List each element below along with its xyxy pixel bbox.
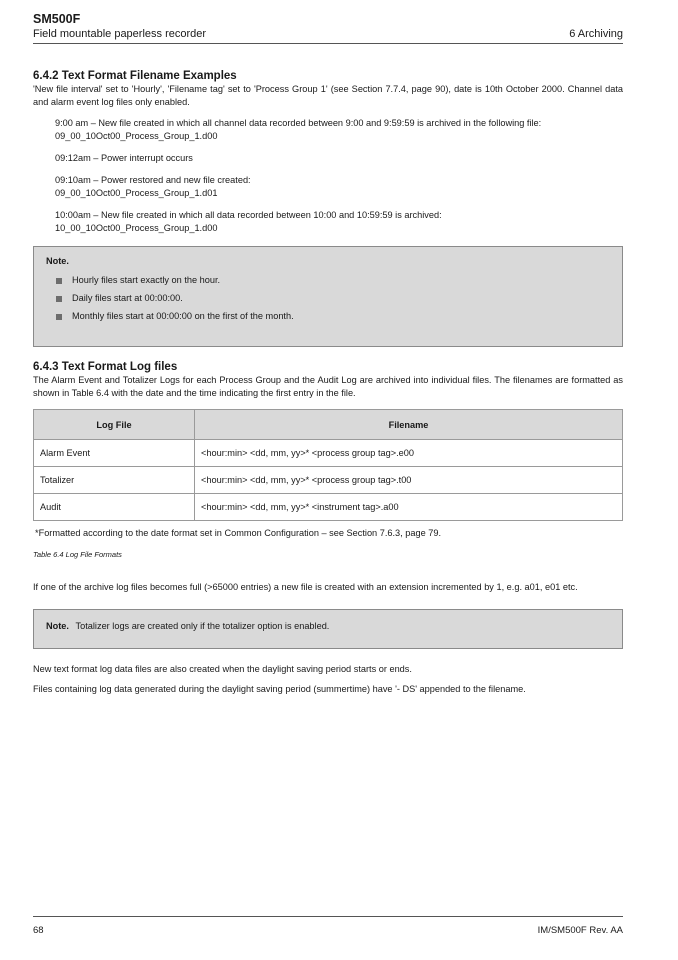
section-6-4-2 (33, 69, 623, 235)
note-text: Totalizer logs are created only if the totalizer option is enabled. (75, 621, 330, 631)
table-row (34, 467, 623, 494)
section-intro: 'New file interval' set to 'Hourly', 'Filename tag' set to 'Process Group 1' (see Section 7.7.4, page 90), date is 10th October 2000. Channel data and alarm event log files only enabled. (33, 84, 623, 107)
filename-cell: <hour:min> <dd, mm, yy>* <instrument tag>.a00 (195, 494, 623, 521)
log-file-cell: Alarm Event (34, 440, 195, 467)
table-footnote: *Formatted according to the date format set in Common Configuration – see Section 7.6.3, page 79. (35, 528, 442, 538)
event-text: 09:10am – Power restored and new file created: (55, 175, 251, 185)
document-reference: IM/SM500F Rev. AA (537, 925, 623, 936)
page-number: 68 (33, 925, 44, 936)
note-title: Note. (46, 256, 69, 266)
log-file-cell: Audit (34, 494, 195, 521)
daylight-paragraph: New text format log data files are also created when the daylight saving period starts or ends. (33, 664, 412, 674)
bullet-icon (56, 278, 62, 284)
chapter-title: 6 Archiving (569, 28, 623, 40)
section-heading: 6.4.2 Text Format Filename Examples (33, 70, 237, 82)
section-heading: 6.4.3 Text Format Log files (33, 361, 178, 373)
event-text: 09:12am – Power interrupt occurs (55, 153, 193, 163)
note-bullets (46, 274, 610, 323)
column-header: Filename (195, 410, 623, 440)
event-filename: 10_00_10Oct00_Process_Group_1.d00 (55, 223, 218, 233)
product-name: SM500F (33, 12, 81, 26)
note-bullet: Daily files start at 00:00:00. (56, 292, 610, 305)
section-intro: The Alarm Event and Totalizer Logs for each Process Group and the Audit Log are archived into individual files. The filenames are formatted as shown in Table 6.4 with the date and the time indicating the first entry in the file. (33, 375, 623, 398)
note-box (33, 246, 623, 347)
bullet-icon (56, 296, 62, 302)
note-box (33, 609, 623, 649)
event-filename: 09_00_10Oct00_Process_Group_1.d01 (55, 188, 218, 198)
table-caption: Table 6.4 Log File Formats (33, 550, 122, 559)
table-header-row (34, 410, 623, 440)
filename-cell: <hour:min> <dd, mm, yy>* <process group tag>.t00 (195, 467, 623, 494)
footer-rule (33, 916, 623, 917)
event-filename: 09_00_10Oct00_Process_Group_1.d00 (55, 131, 218, 141)
header-rule (33, 43, 623, 44)
page-header (33, 12, 623, 44)
note-title: Note. (46, 621, 69, 631)
log-file-table (33, 409, 623, 521)
page-footer (33, 914, 623, 936)
event-text: 9:00 am – New file created in which all channel data recorded between 9:00 and 9:59:59 is archived in the following file: (55, 118, 542, 128)
log-file-cell: Totalizer (34, 467, 195, 494)
note-bullet: Monthly files start at 00:00:00 on the first of the month. (56, 310, 610, 323)
archive-full-paragraph: If one of the archive log files becomes full (>65000 entries) a new file is created with an extension incremented by 1, e.g. a01, e01 etc. (33, 582, 578, 592)
column-header: Log File (34, 410, 195, 440)
event-text: 10:00am – New file created in which all data recorded between 10:00 and 10:59:59 is archived: (55, 210, 442, 220)
event-list (33, 117, 623, 235)
daylight-paragraph: Files containing log data generated during the daylight saving period (summertime) have '- DS' appended to the filename. (33, 684, 526, 694)
bullet-icon (56, 314, 62, 320)
document-page (33, 12, 623, 942)
filename-cell: <hour:min> <dd, mm, yy>* <process group tag>.e00 (195, 440, 623, 467)
table-row (34, 494, 623, 521)
note-bullet: Hourly files start exactly on the hour. (56, 274, 610, 287)
product-subtitle: Field mountable paperless recorder (33, 28, 207, 40)
table-row (34, 440, 623, 467)
section-6-4-3 (33, 360, 623, 400)
